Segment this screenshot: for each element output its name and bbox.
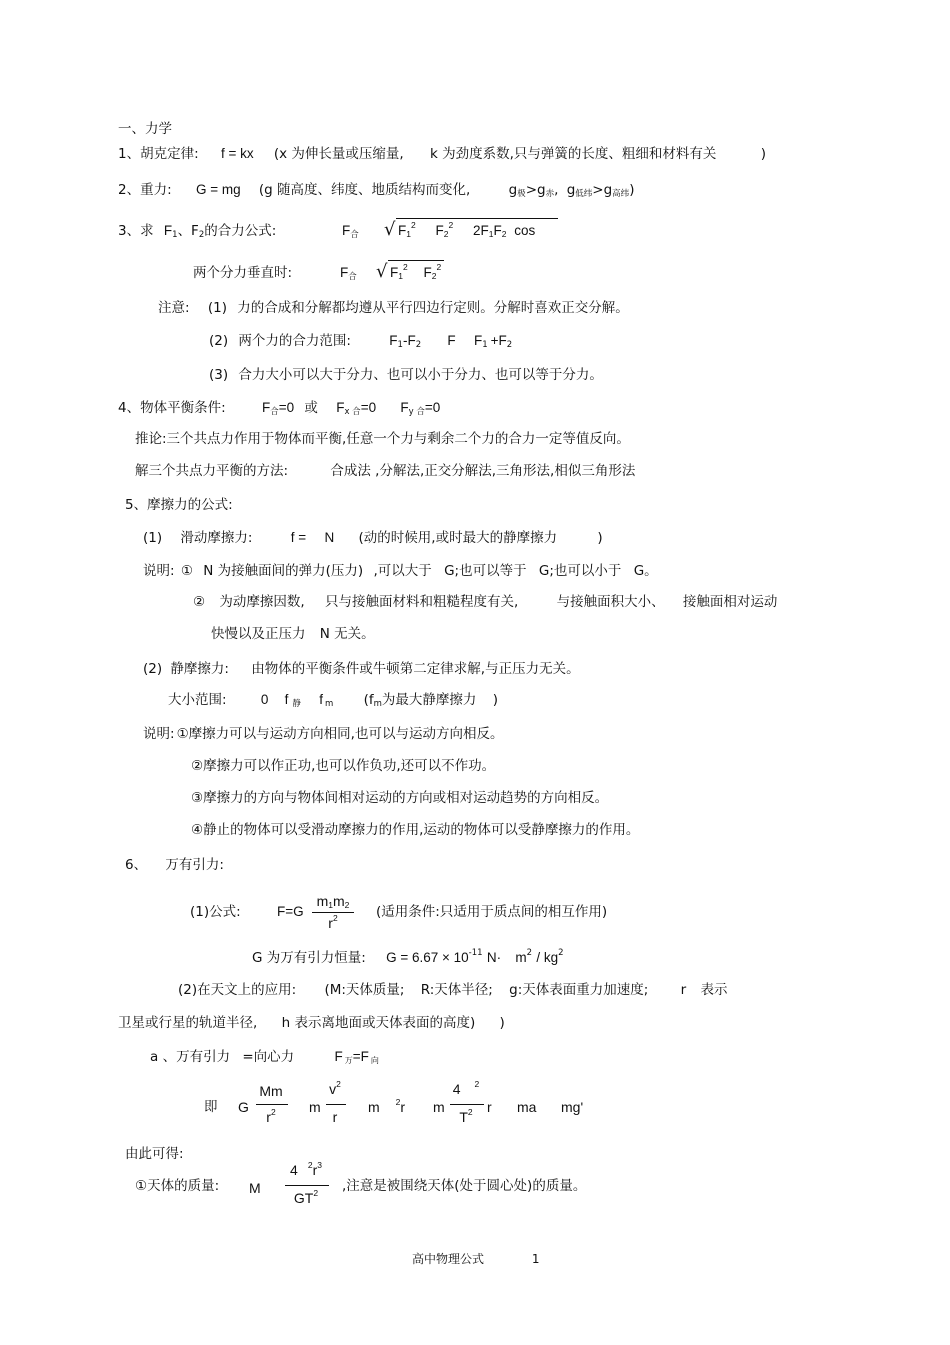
sqrt-icon: √ bbox=[376, 261, 388, 282]
derive-line: 由此可得: bbox=[125, 1146, 184, 1162]
celestial-mass-m: M bbox=[249, 1180, 261, 1196]
astronomy-line-1: (2)在天文上的应用: (M:天体质量; R:天体半径; g:天体表面重力加速度; r 表示 bbox=[178, 982, 728, 998]
static-explain-2: ②摩擦力可以作正功,也可以作负功,还可以不作功。 bbox=[191, 758, 496, 774]
static-explain-1: 说明: ①摩擦力可以与运动方向相同,也可以与运动方向相反。 bbox=[143, 726, 504, 742]
perpendicular-label: 两个分力垂直时: bbox=[193, 265, 293, 281]
page-number: 1 bbox=[531, 1252, 540, 1266]
sliding-friction-line: (1) 滑动摩擦力: f = N (动的时候用,或时最大的静摩擦力 ) bbox=[143, 530, 603, 546]
equation-g: G bbox=[238, 1099, 249, 1115]
explain-friction-coefficient: ② 为动摩擦因数, 只与接触面材料和粗糙程度有关, 与接触面积大小、 接触面相对运动 bbox=[193, 594, 778, 610]
equation-m3: m bbox=[433, 1099, 445, 1115]
sqrt-vinculum bbox=[396, 218, 558, 219]
celestial-mass-label: ①天体的质量: bbox=[135, 1178, 220, 1194]
sqrt-vinculum bbox=[388, 260, 444, 261]
gravitation-heading: 6、 万有引力: bbox=[125, 857, 224, 873]
equilibrium-line: 4、物体平衡条件: F合=0 或 Fx 合=0 Fy 合=0 bbox=[118, 400, 441, 417]
explain-friction-continued: 快慢以及正压力 N 无关。 bbox=[211, 626, 375, 642]
equation-den-r2: r bbox=[332, 1109, 338, 1125]
astronomy-line-2: 卫星或行星的轨道半径, h 表示离地面或天体表面的高度) ) bbox=[118, 1015, 505, 1031]
fraction-bar bbox=[326, 1104, 346, 1105]
equation-prefix: 即 bbox=[204, 1099, 218, 1115]
resultant-force-lhs: F合 bbox=[342, 223, 359, 239]
gravitation-numerator: m1m2 bbox=[316, 893, 350, 910]
equation-num-v: $v^2$ bbox=[329, 1079, 341, 1097]
perpendicular-radicand: $F1^2$ $F2^2$ bbox=[390, 262, 442, 281]
fraction-bar bbox=[256, 1104, 288, 1105]
solve-methods-line: 解三个共点力平衡的方法: 合成法 ,分解法,正交分解法,三角形法,相似三角形法 bbox=[135, 463, 636, 479]
equation-ma: ma bbox=[517, 1099, 537, 1115]
celestial-mass-note: ,注意是被围绕天体(处于圆心处)的质量。 bbox=[342, 1178, 587, 1194]
celestial-mass-numerator: 4 $^2r^3$ bbox=[290, 1160, 322, 1178]
page-footer: 高中物理公式 1 bbox=[412, 1252, 540, 1266]
equation-r3: r bbox=[487, 1099, 492, 1115]
resultant-force-label: 3、求 F1、F2的合力公式: bbox=[118, 223, 277, 240]
equation-den-r: $r^2$ bbox=[266, 1107, 276, 1125]
sqrt-icon: √ bbox=[384, 219, 396, 240]
equation-m1: m bbox=[309, 1099, 321, 1115]
equation-num-4pi: 4 $^2$ bbox=[452, 1079, 480, 1097]
note-2: (2) 两个力的合力范围: F1-F2 F F1 +F2 bbox=[209, 333, 513, 350]
explain-normal-force: 说明: ① N 为接触面间的弹力(压力) ,可以大于 G;也可以等于 G;也可以小于 G。 bbox=[143, 563, 658, 579]
note-1: 注意: (1) 力的合成和分解都均遵从平行四边行定则。分解时喜欢正交分解。 bbox=[158, 300, 629, 316]
equation-m2: m $^2$r bbox=[368, 1097, 406, 1115]
gravitation-denominator: $r^2$ bbox=[328, 913, 338, 931]
gravity-centripetal-relation: a 、万有引力 =向心力 F 万=F 向 bbox=[150, 1049, 379, 1065]
hooke-law-line: 1、胡克定律: f = kx (x 为伸长量或压缩量, k 为劲度系数,只与弹簧的长度、粗细和材料有关 ) bbox=[118, 146, 766, 162]
section-heading: 一、力学 bbox=[118, 121, 172, 137]
static-explain-4: ④静止的物体可以受滑动摩擦力的作用,运动的物体可以受静摩擦力的作用。 bbox=[191, 822, 640, 838]
gravitation-lhs: F=G bbox=[277, 904, 304, 919]
friction-heading: 5、摩擦力的公式: bbox=[125, 497, 233, 513]
inference-line: 推论:三个共点力作用于物体而平衡,任意一个力与剩余二个力的合力一定等值反向。 bbox=[135, 431, 630, 447]
resultant-force-radicand: $F1^2$ $F2^2$ 2F1F2 cos bbox=[398, 220, 536, 239]
static-explain-3: ③摩擦力的方向与物体间相对运动的方向或相对运动趋势的方向相反。 bbox=[191, 790, 609, 806]
note-3: (3) 合力大小可以大于分力、也可以小于分力、也可以等于分力。 bbox=[209, 367, 603, 383]
perpendicular-lhs: F合 bbox=[340, 265, 357, 281]
gravity-line: 2、重力: G = mg (g 随高度、纬度、地质结构而变化, g极>g赤, g低纬>g高纬) bbox=[118, 182, 635, 199]
fraction-bar bbox=[450, 1104, 484, 1105]
static-friction-line: (2) 静摩擦力: 由物体的平衡条件或牛顿第二定律求解,与正压力无关。 bbox=[143, 661, 580, 677]
gravitation-condition: (适用条件:只适用于质点间的相互作用) bbox=[376, 904, 608, 920]
gravitation-formula-label: (1)公式: bbox=[190, 904, 241, 920]
celestial-mass-denominator: $GT^2$ bbox=[293, 1188, 319, 1206]
equation-den-t: $T^2$ bbox=[459, 1107, 473, 1125]
static-friction-range: 大小范围: 0 f 静 f m (fm为最大静摩擦力 ) bbox=[168, 692, 498, 709]
equation-mg: mg' bbox=[561, 1099, 584, 1115]
fraction-bar bbox=[285, 1185, 329, 1186]
equation-num-mm: Mm bbox=[259, 1083, 283, 1099]
gravitational-constant: G 为万有引力恒量: $G = 6.67 \times 10^{-11}$ $N\cdot m^2 / kg^2$ bbox=[252, 948, 564, 966]
